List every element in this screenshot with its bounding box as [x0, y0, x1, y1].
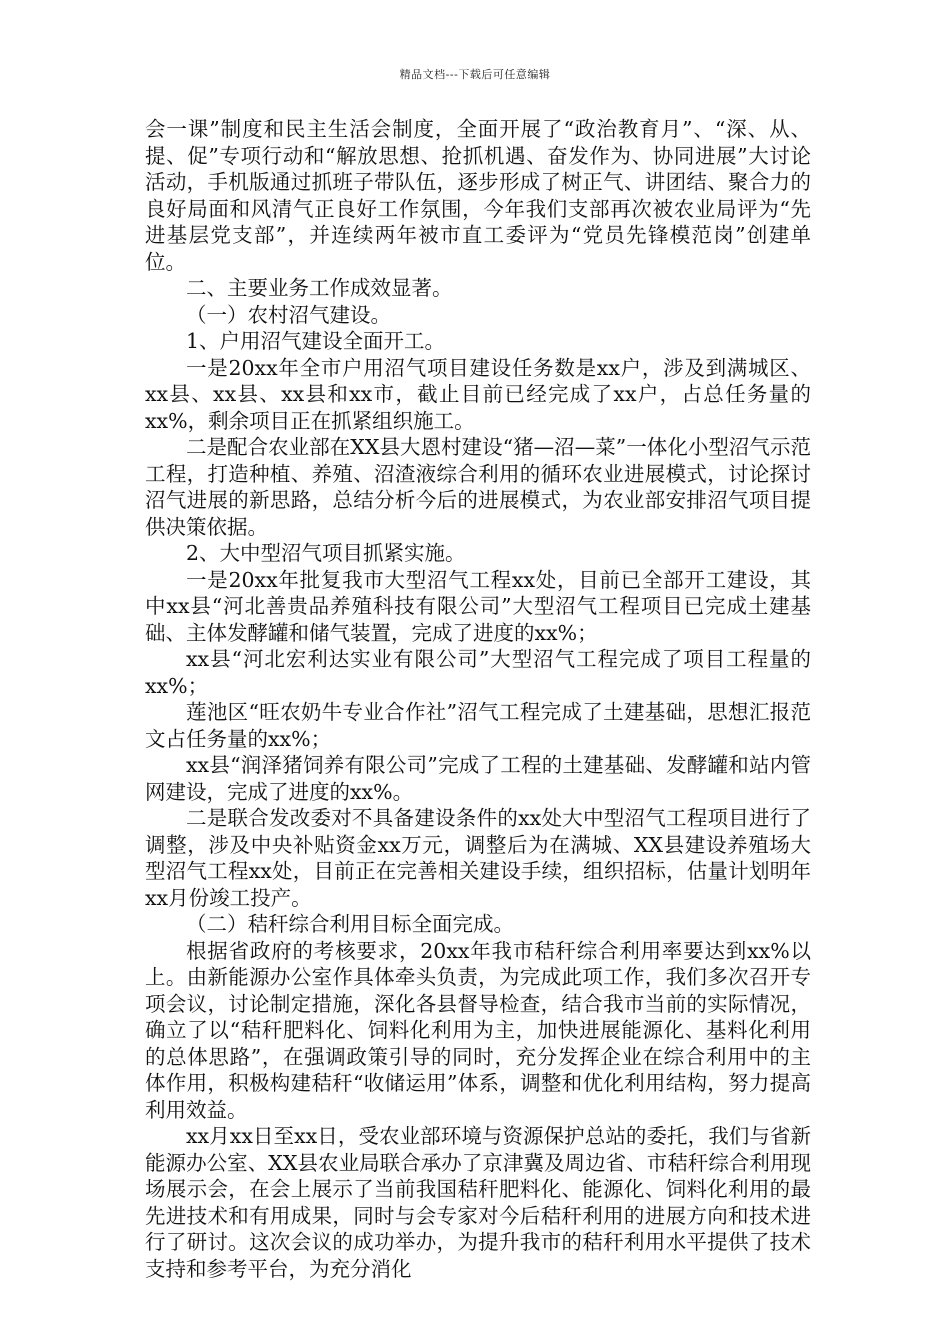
section-heading-2: 二、主要业务工作成效显著。: [186, 276, 453, 300]
subsection-heading-1: （一）农村沼气建设。: [186, 302, 391, 327]
paragraph-2: 一是20xx年全市户用沼气项目建设任务数是xx户，涉及到满城区、xx县、xx县、xx县和xx市，截止目前已经完成了xx户，占总任务量的xx%，剩余项目正在抓紧组织施工。: [145, 355, 811, 433]
subsection-heading-2: （二）秸秆综合利用目标全面完成。: [186, 912, 514, 936]
paragraph-6: 莲池区“旺农奶牛专业合作社”沼气工程完成了土建基础，思想汇报范文占任务量的xx%；: [145, 700, 811, 751]
paragraph-7: xx县“润泽猪饲养有限公司”完成了工程的土建基础、发酵罐和站内管网建设，完成了进度的xx%。: [145, 753, 811, 804]
paragraph-1: 会一课”制度和民主生活会制度，全面开展了“政治教育月”、“深、从、提、促”专项行动和“解放思想、抢抓机遇、奋发作为、协同进展”大讨论活动，手机版通过抓班子带队伍，逐步形成了树正气、讲团结、聚合力的良好局面和风清气正良好工作氛围，今年我们支部再次被农业局评为“先进基层党支部”，并连续两年被市直工委评为“党员先锋模范岗”创建单位。: [145, 117, 811, 274]
paragraph-8: 二是联合发改委对不具备建设条件的xx处大中型沼气工程项目进行了调整，涉及中央补贴资金xx万元，调整后为在满城、XX县建设养殖场大型沼气工程xx处，目前正在完善相关建设手续，组织招标，估量计划明年xx月份竣工投产。: [145, 806, 811, 910]
paragraph-9: 根据省政府的考核要求，20xx年我市秸秆综合利用率要达到xx%以上。由新能源办公室作具体牵头负责，为完成此项工作，我们多次召开专项会议，讨论制定措施，深化各县督导检查，结合我市当前的实际情况，确立了以“秸秆肥料化、饲料化利用为主，加快进展能源化、基料化利用的总体思路”，在强调政策引导的同时，充分发挥企业在综合利用中的主体作用，积极构建秸秆“收储运用”体系，调整和优化利用结构，努力提高利用效益。: [145, 938, 811, 1122]
document-body: [145, 116, 811, 1282]
item-heading-1: 1、户用沼气建设全面开工。: [186, 329, 446, 353]
paragraph-3: 二是配合农业部在XX县大恩村建设“猪—沼—菜”一体化小型沼气示范工程，打造种植、养殖、沼渣液综合利用的循环农业进展模式，讨论探讨沼气进展的新思路，总结分析今后的进展模式，为农业部安排沼气项目提供决策依据。: [145, 435, 811, 539]
paragraph-4: 一是20xx年批复我市大型沼气工程xx处，目前已全部开工建设，其中xx县“河北善贵品养殖科技有限公司”大型沼气工程项目已完成土建基础、主体发酵罐和储气装置，完成了进度的xx%；: [145, 567, 811, 645]
paragraph-10: xx月xx日至xx日，受农业部环境与资源保护总站的委托，我们与省新能源办公室、XX县农业局联合承办了京津冀及周边省、市秸秆综合利用现场展示会，在会上展示了当前我国秸秆肥料化、能源化、饲料化利用的最先进技术和有用成果，同时与会专家对今后秸秆利用的进展方向和技术进行了研讨。这次会议的成功举办，为提升我市的秸秆利用水平提供了技术支持和参考平台，为充分消化: [145, 1124, 811, 1281]
page-header: 精品文档---下载后可任意编辑: [399, 68, 551, 81]
item-heading-2: 2、大中型沼气项目抓紧实施。: [186, 541, 466, 565]
paragraph-5: xx县“河北宏利达实业有限公司”大型沼气工程完成了项目工程量的xx%；: [145, 647, 811, 698]
